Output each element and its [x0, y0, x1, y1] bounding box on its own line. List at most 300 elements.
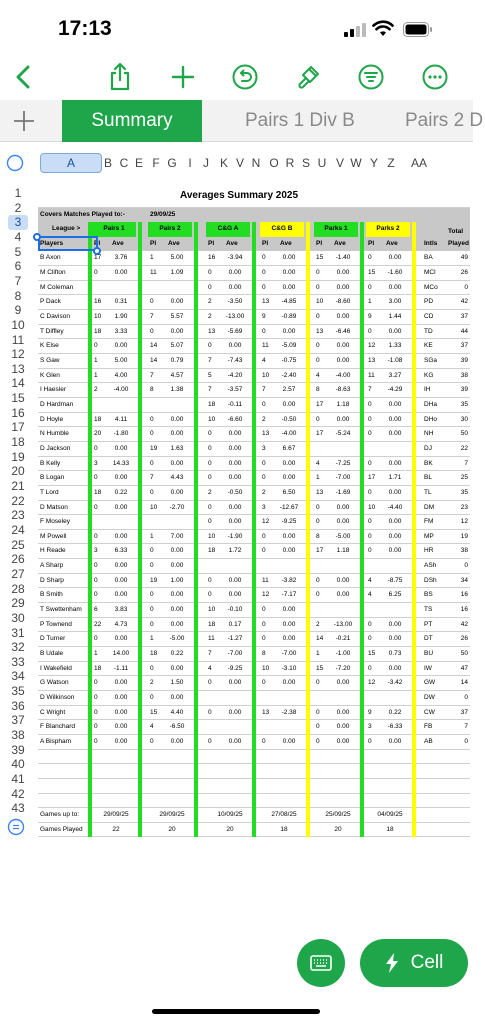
- average-value[interactable]: 1.72: [228, 547, 242, 555]
- played-value[interactable]: 0: [150, 562, 154, 570]
- average-value[interactable]: 0.00: [336, 576, 350, 584]
- average-value[interactable]: 0.00: [114, 532, 128, 540]
- average-value[interactable]: -1.00: [335, 650, 351, 657]
- played-value[interactable]: [208, 722, 222, 732]
- games-up-to-date[interactable]: 29/09/25: [159, 811, 185, 819]
- played-value[interactable]: 17: [368, 474, 376, 482]
- average-value[interactable]: [330, 444, 356, 454]
- played-value[interactable]: 11: [368, 371, 375, 379]
- played-value[interactable]: 3: [262, 503, 266, 511]
- average-value[interactable]: -1.27: [227, 635, 243, 643]
- played-value[interactable]: 0: [316, 503, 320, 511]
- played-value[interactable]: 0: [316, 518, 320, 526]
- total-played-value[interactable]: 16: [460, 591, 468, 599]
- row-header-14[interactable]: 14: [11, 376, 25, 391]
- column-header-g[interactable]: G: [167, 156, 177, 170]
- initials-value[interactable]: KE: [424, 342, 433, 350]
- played-value[interactable]: 0: [150, 606, 154, 614]
- played-value[interactable]: 11: [262, 576, 269, 584]
- initials-value[interactable]: CW: [424, 708, 435, 716]
- total-played-value[interactable]: 7: [464, 723, 468, 731]
- average-value[interactable]: -4.00: [335, 371, 351, 379]
- average-value[interactable]: 0.00: [170, 620, 184, 628]
- column-header-s[interactable]: S: [301, 156, 310, 170]
- average-value[interactable]: -4.29: [387, 386, 403, 394]
- played-value[interactable]: 10: [150, 503, 158, 511]
- average-value[interactable]: -0.21: [335, 635, 351, 643]
- played-value[interactable]: [262, 561, 276, 571]
- player-name[interactable]: D Wilkinson: [40, 693, 75, 701]
- played-value[interactable]: 0: [150, 620, 154, 628]
- average-value[interactable]: 0.00: [114, 444, 128, 452]
- played-value[interactable]: 13: [262, 430, 270, 438]
- played-value[interactable]: 0: [94, 532, 98, 540]
- played-value[interactable]: 2: [262, 488, 266, 496]
- player-name[interactable]: B Smith: [40, 591, 63, 599]
- average-value[interactable]: [222, 693, 248, 703]
- played-value[interactable]: 0: [368, 532, 372, 540]
- player-name[interactable]: N Humble: [40, 430, 69, 438]
- average-value[interactable]: [164, 517, 190, 527]
- row-header-33[interactable]: 33: [11, 654, 25, 669]
- average-value[interactable]: 0.00: [170, 664, 184, 672]
- average-value[interactable]: 1.44: [388, 313, 402, 321]
- average-value[interactable]: -5.69: [227, 327, 243, 335]
- played-value[interactable]: 0: [150, 693, 154, 701]
- average-value[interactable]: 0.00: [170, 459, 184, 467]
- games-up-to-date[interactable]: 10/09/25: [217, 811, 243, 819]
- row-header-6[interactable]: 6: [14, 259, 22, 274]
- average-value[interactable]: 0.00: [228, 503, 242, 511]
- share-icon[interactable]: [105, 62, 135, 92]
- average-value[interactable]: 0.73: [388, 650, 402, 657]
- average-value[interactable]: 2.57: [282, 386, 296, 394]
- initials-value[interactable]: BS: [424, 591, 433, 599]
- played-value[interactable]: 11: [150, 269, 157, 277]
- row-header-19[interactable]: 19: [11, 449, 25, 464]
- average-value[interactable]: -0.10: [227, 606, 243, 614]
- column-header-c[interactable]: C: [119, 156, 129, 170]
- average-value[interactable]: 1.18: [336, 400, 350, 408]
- played-value[interactable]: 0: [208, 503, 212, 511]
- initials-value[interactable]: IH: [424, 386, 431, 394]
- played-value[interactable]: 13: [262, 298, 270, 306]
- player-name[interactable]: P Townend: [40, 620, 72, 628]
- played-value[interactable]: 0: [262, 400, 266, 408]
- played-value[interactable]: 22: [94, 620, 102, 628]
- played-value[interactable]: 13: [262, 708, 270, 716]
- average-value[interactable]: -8.60: [335, 298, 351, 306]
- player-name[interactable]: M Powell: [40, 532, 67, 540]
- average-value[interactable]: -4.00: [113, 386, 129, 394]
- average-value[interactable]: 5.00: [114, 357, 128, 364]
- average-value[interactable]: 0.00: [388, 664, 402, 672]
- player-name[interactable]: B Axon: [40, 254, 61, 262]
- average-value[interactable]: [330, 693, 356, 703]
- average-value[interactable]: -7.00: [227, 650, 243, 657]
- total-played-value[interactable]: 47: [460, 664, 468, 672]
- played-value[interactable]: 13: [316, 327, 324, 335]
- undo-icon[interactable]: [230, 62, 260, 92]
- average-value[interactable]: 0.00: [170, 430, 184, 438]
- player-name[interactable]: B Logan: [40, 474, 65, 482]
- column-header-aa[interactable]: AA: [410, 156, 427, 170]
- average-value[interactable]: -9.25: [227, 664, 243, 672]
- played-value[interactable]: [94, 283, 108, 293]
- initials-value[interactable]: KG: [424, 371, 434, 379]
- played-value[interactable]: 0: [94, 708, 98, 716]
- player-name[interactable]: K Glen: [40, 371, 60, 379]
- played-value[interactable]: 7: [208, 357, 212, 364]
- row-header-38[interactable]: 38: [11, 728, 25, 743]
- played-value[interactable]: 17: [316, 430, 324, 438]
- initials-value[interactable]: AB: [424, 737, 433, 745]
- average-value[interactable]: 0.00: [228, 342, 242, 350]
- average-value[interactable]: [382, 561, 408, 571]
- column-header-f[interactable]: F: [152, 156, 160, 170]
- average-value[interactable]: 0.00: [228, 474, 242, 482]
- played-value[interactable]: [150, 400, 164, 410]
- played-value[interactable]: 0: [368, 459, 372, 467]
- row-header-11[interactable]: 11: [11, 332, 25, 347]
- average-value[interactable]: 0.00: [114, 269, 128, 277]
- played-value[interactable]: 4: [262, 357, 266, 364]
- average-value[interactable]: 0.00: [114, 503, 128, 511]
- column-header-o[interactable]: O: [269, 156, 279, 170]
- played-value[interactable]: 5: [208, 371, 212, 379]
- average-value[interactable]: 1.18: [336, 547, 350, 555]
- played-value[interactable]: 0: [208, 444, 212, 452]
- played-value[interactable]: 19: [150, 576, 158, 584]
- played-value[interactable]: 0: [94, 693, 98, 701]
- average-value[interactable]: 0.22: [114, 488, 128, 496]
- average-value[interactable]: -5.00: [335, 532, 351, 540]
- played-value[interactable]: 3: [94, 459, 98, 467]
- player-name[interactable]: S Gaw: [40, 357, 60, 364]
- column-header-b[interactable]: B: [103, 156, 112, 170]
- average-value[interactable]: 4.11: [114, 415, 128, 423]
- row-header-36[interactable]: 36: [11, 698, 25, 713]
- average-value[interactable]: -7.43: [227, 357, 243, 364]
- average-value[interactable]: -5.24: [335, 430, 351, 438]
- played-value[interactable]: 4: [368, 591, 372, 599]
- total-played-value[interactable]: 35: [460, 400, 468, 408]
- average-value[interactable]: 0.00: [282, 269, 296, 277]
- player-name[interactable]: C Wright: [40, 708, 66, 716]
- average-value[interactable]: -6.60: [227, 415, 243, 423]
- played-value[interactable]: 2: [208, 313, 212, 321]
- played-value[interactable]: 0: [150, 591, 154, 599]
- total-played-value[interactable]: 50: [460, 650, 468, 657]
- average-value[interactable]: 0.00: [282, 474, 296, 482]
- average-value[interactable]: -2.38: [281, 708, 297, 716]
- average-value[interactable]: 1.33: [388, 342, 402, 350]
- played-value[interactable]: 10: [208, 606, 216, 614]
- initials-value[interactable]: TD: [424, 327, 433, 335]
- played-value[interactable]: 10: [262, 371, 270, 379]
- average-value[interactable]: 4.00: [114, 371, 128, 379]
- average-value[interactable]: 1.09: [170, 269, 184, 277]
- average-value[interactable]: 0.00: [336, 269, 350, 277]
- games-up-to-date[interactable]: 25/09/25: [325, 811, 351, 819]
- initials-value[interactable]: BK: [424, 459, 433, 467]
- games-up-to-date[interactable]: 27/08/25: [271, 811, 297, 819]
- average-value[interactable]: 0.00: [336, 591, 350, 599]
- column-header-v[interactable]: V: [235, 156, 244, 170]
- average-value[interactable]: -7.17: [281, 591, 297, 599]
- average-value[interactable]: -3.57: [227, 386, 243, 394]
- played-value[interactable]: 17: [316, 547, 324, 555]
- organize-icon[interactable]: [356, 62, 386, 92]
- played-value[interactable]: 6: [94, 606, 98, 614]
- played-value[interactable]: 0: [94, 562, 98, 570]
- average-value[interactable]: 0.00: [114, 576, 128, 584]
- played-value[interactable]: 15: [368, 269, 376, 277]
- games-up-to-date[interactable]: 29/09/25: [103, 811, 129, 819]
- played-value[interactable]: 0: [368, 283, 372, 291]
- played-value[interactable]: 11: [262, 342, 269, 350]
- average-value[interactable]: 5.57: [170, 313, 184, 321]
- played-value[interactable]: 15: [368, 650, 376, 657]
- played-value[interactable]: 0: [262, 254, 266, 262]
- initials-value[interactable]: BL: [424, 474, 432, 482]
- average-value[interactable]: 1.71: [388, 474, 402, 482]
- played-value[interactable]: 0: [316, 723, 320, 731]
- played-value[interactable]: 2: [150, 679, 154, 687]
- average-value[interactable]: 0.00: [228, 283, 242, 291]
- played-value[interactable]: 10: [94, 313, 102, 321]
- average-value[interactable]: 0.00: [114, 737, 128, 745]
- played-value[interactable]: 0: [208, 708, 212, 716]
- average-value[interactable]: 4.40: [170, 708, 184, 716]
- row-header-15[interactable]: 15: [11, 391, 25, 406]
- played-value[interactable]: 0: [316, 313, 320, 321]
- played-value[interactable]: 12: [262, 518, 270, 526]
- played-value[interactable]: [94, 517, 108, 527]
- played-value[interactable]: 0: [316, 269, 320, 277]
- selected-cell-outline[interactable]: [38, 236, 98, 252]
- played-value[interactable]: 0: [368, 488, 372, 496]
- total-played-value[interactable]: 0: [464, 283, 468, 291]
- player-name[interactable]: A Sharp: [40, 562, 64, 570]
- average-value[interactable]: 0.17: [228, 620, 242, 628]
- initials-value[interactable]: DM: [424, 503, 435, 511]
- total-played-value[interactable]: 42: [460, 298, 468, 306]
- cell-button[interactable]: [360, 939, 468, 987]
- average-value[interactable]: 0.00: [228, 430, 242, 438]
- total-played-value[interactable]: 30: [460, 415, 468, 423]
- column-header-n[interactable]: N: [251, 156, 261, 170]
- average-value[interactable]: [276, 693, 302, 703]
- played-value[interactable]: 18: [208, 620, 216, 628]
- initials-value[interactable]: DSh: [424, 576, 437, 584]
- average-value[interactable]: -2.40: [281, 371, 297, 379]
- average-value[interactable]: 3.83: [114, 606, 128, 614]
- average-value[interactable]: [276, 722, 302, 732]
- player-name[interactable]: T Diffley: [40, 327, 64, 335]
- played-value[interactable]: 0: [262, 327, 266, 335]
- average-value[interactable]: [164, 283, 190, 293]
- played-value[interactable]: 0: [94, 503, 98, 511]
- total-played-value[interactable]: 26: [460, 269, 468, 277]
- played-value[interactable]: 0: [94, 269, 98, 277]
- row-header-17[interactable]: 17: [11, 420, 25, 435]
- average-value[interactable]: 0.00: [170, 488, 184, 496]
- row-header-39[interactable]: 39: [11, 742, 25, 757]
- initials-value[interactable]: PT: [424, 620, 433, 628]
- player-name[interactable]: C Davison: [40, 313, 70, 321]
- row-header-37[interactable]: 37: [11, 713, 25, 728]
- played-value[interactable]: 0: [208, 474, 212, 482]
- total-played-value[interactable]: 42: [460, 620, 468, 628]
- add-icon[interactable]: [168, 62, 198, 92]
- tab-summary[interactable]: Summary: [62, 100, 202, 142]
- column-header-e[interactable]: E: [134, 156, 143, 170]
- played-value[interactable]: 0: [316, 283, 320, 291]
- games-played-count[interactable]: 20: [334, 825, 342, 833]
- played-value[interactable]: 18: [150, 650, 158, 657]
- row-header-32[interactable]: 32: [11, 640, 25, 655]
- initials-value[interactable]: DT: [424, 635, 433, 643]
- played-value[interactable]: 0: [262, 269, 266, 277]
- played-value[interactable]: 8: [316, 386, 320, 394]
- total-played-value[interactable]: 7: [464, 459, 468, 467]
- average-value[interactable]: [330, 561, 356, 571]
- played-value[interactable]: 0: [208, 576, 212, 584]
- player-name[interactable]: B Udale: [40, 650, 64, 657]
- average-value[interactable]: 0.00: [282, 679, 296, 687]
- average-value[interactable]: -12.67: [279, 503, 299, 511]
- average-value[interactable]: 0.00: [228, 459, 242, 467]
- played-value[interactable]: [316, 605, 330, 615]
- row-header-10[interactable]: 10: [11, 317, 25, 332]
- average-value[interactable]: 3.76: [114, 254, 128, 262]
- played-value[interactable]: 3: [368, 723, 372, 731]
- initials-value[interactable]: BA: [424, 254, 433, 262]
- initials-value[interactable]: DW: [424, 693, 435, 701]
- played-value[interactable]: 0: [208, 679, 212, 687]
- average-value[interactable]: 0.00: [282, 547, 296, 555]
- average-value[interactable]: -7.25: [335, 459, 351, 467]
- row-header-30[interactable]: 30: [11, 610, 25, 625]
- played-value[interactable]: [368, 561, 382, 571]
- row-header-34[interactable]: 34: [11, 669, 25, 684]
- average-value[interactable]: 0.00: [336, 679, 350, 687]
- row-header-28[interactable]: 28: [11, 581, 25, 596]
- played-value[interactable]: 0: [262, 459, 266, 467]
- average-value[interactable]: [222, 722, 248, 732]
- played-value[interactable]: 0: [208, 737, 212, 745]
- initials-value[interactable]: FB: [424, 723, 433, 731]
- average-value[interactable]: 0.00: [336, 503, 350, 511]
- total-played-value[interactable]: 16: [460, 606, 468, 614]
- average-value[interactable]: 0.00: [336, 723, 350, 731]
- average-value[interactable]: [330, 605, 356, 615]
- played-value[interactable]: 14: [150, 342, 158, 350]
- played-value[interactable]: [208, 693, 222, 703]
- average-value[interactable]: 14.00: [112, 650, 130, 657]
- played-value[interactable]: 0: [316, 342, 320, 350]
- played-value[interactable]: 15: [150, 708, 158, 716]
- total-played-value[interactable]: 39: [460, 386, 468, 394]
- played-value[interactable]: 0: [262, 737, 266, 745]
- average-value[interactable]: 0.00: [114, 562, 128, 570]
- played-value[interactable]: 0: [208, 430, 212, 438]
- average-value[interactable]: 4.57: [170, 371, 184, 379]
- average-value[interactable]: 0.00: [170, 737, 184, 745]
- initials-value[interactable]: SGa: [424, 357, 438, 364]
- player-name[interactable]: M Coleman: [40, 283, 74, 291]
- played-value[interactable]: 0: [316, 679, 320, 687]
- played-value[interactable]: 0: [94, 635, 98, 643]
- played-value[interactable]: 0: [150, 488, 154, 496]
- total-played-value[interactable]: 26: [460, 635, 468, 643]
- average-value[interactable]: [382, 693, 408, 703]
- average-value[interactable]: 0.00: [114, 723, 128, 731]
- average-value[interactable]: -13.00: [333, 620, 353, 628]
- average-value[interactable]: -1.80: [113, 430, 129, 438]
- played-value[interactable]: 19: [150, 444, 158, 452]
- row-header-12[interactable]: 12: [11, 347, 25, 362]
- average-value[interactable]: 0.00: [228, 737, 242, 745]
- average-value[interactable]: 0.00: [388, 488, 402, 496]
- played-value[interactable]: 14: [150, 357, 158, 364]
- played-value[interactable]: 1: [94, 650, 98, 657]
- total-played-value[interactable]: 0: [464, 562, 468, 570]
- average-value[interactable]: 7.00: [170, 532, 184, 540]
- average-value[interactable]: 1.38: [170, 386, 184, 394]
- played-value[interactable]: 16: [208, 254, 216, 262]
- initials-value[interactable]: PD: [424, 298, 434, 306]
- players-header[interactable]: Players: [40, 239, 64, 247]
- played-value[interactable]: 8: [316, 532, 320, 540]
- played-value[interactable]: 13: [316, 488, 324, 496]
- average-value[interactable]: -0.50: [281, 415, 297, 423]
- add-sheet-button[interactable]: [0, 100, 48, 142]
- average-value[interactable]: 0.31: [114, 298, 128, 306]
- row-header-27[interactable]: 27: [11, 566, 25, 581]
- played-value[interactable]: 0: [368, 620, 372, 628]
- played-value[interactable]: [262, 722, 276, 732]
- format-brush-icon[interactable]: [293, 62, 323, 92]
- average-value[interactable]: -8.75: [387, 576, 403, 584]
- average-value[interactable]: 0.00: [170, 327, 184, 335]
- initials-value[interactable]: MP: [424, 532, 434, 540]
- initials-value[interactable]: HR: [424, 547, 434, 555]
- player-name[interactable]: D Matson: [40, 503, 68, 511]
- initials-value[interactable]: NH: [424, 430, 434, 438]
- average-value[interactable]: -1.08: [387, 357, 403, 364]
- tab-pairs-2[interactable]: Pairs 2 D: [405, 110, 484, 131]
- average-value[interactable]: 0.00: [336, 708, 350, 716]
- total-played-value[interactable]: 50: [460, 430, 468, 438]
- total-played-value[interactable]: 34: [460, 576, 468, 584]
- average-value[interactable]: 0.00: [282, 283, 296, 291]
- played-value[interactable]: 2: [316, 620, 320, 628]
- total-played-value[interactable]: 25: [460, 474, 468, 482]
- played-value[interactable]: 4: [368, 576, 372, 584]
- average-value[interactable]: -4.00: [281, 430, 297, 438]
- average-value[interactable]: 0.00: [228, 518, 242, 526]
- average-value[interactable]: 0.00: [282, 400, 296, 408]
- column-header-w[interactable]: W: [350, 156, 362, 170]
- played-value[interactable]: 7: [208, 386, 212, 394]
- average-value[interactable]: -1.60: [387, 269, 403, 277]
- row-header-43[interactable]: 43: [11, 801, 25, 816]
- average-value[interactable]: 0.00: [336, 415, 350, 423]
- played-value[interactable]: 0: [368, 518, 372, 526]
- played-value[interactable]: 0: [150, 737, 154, 745]
